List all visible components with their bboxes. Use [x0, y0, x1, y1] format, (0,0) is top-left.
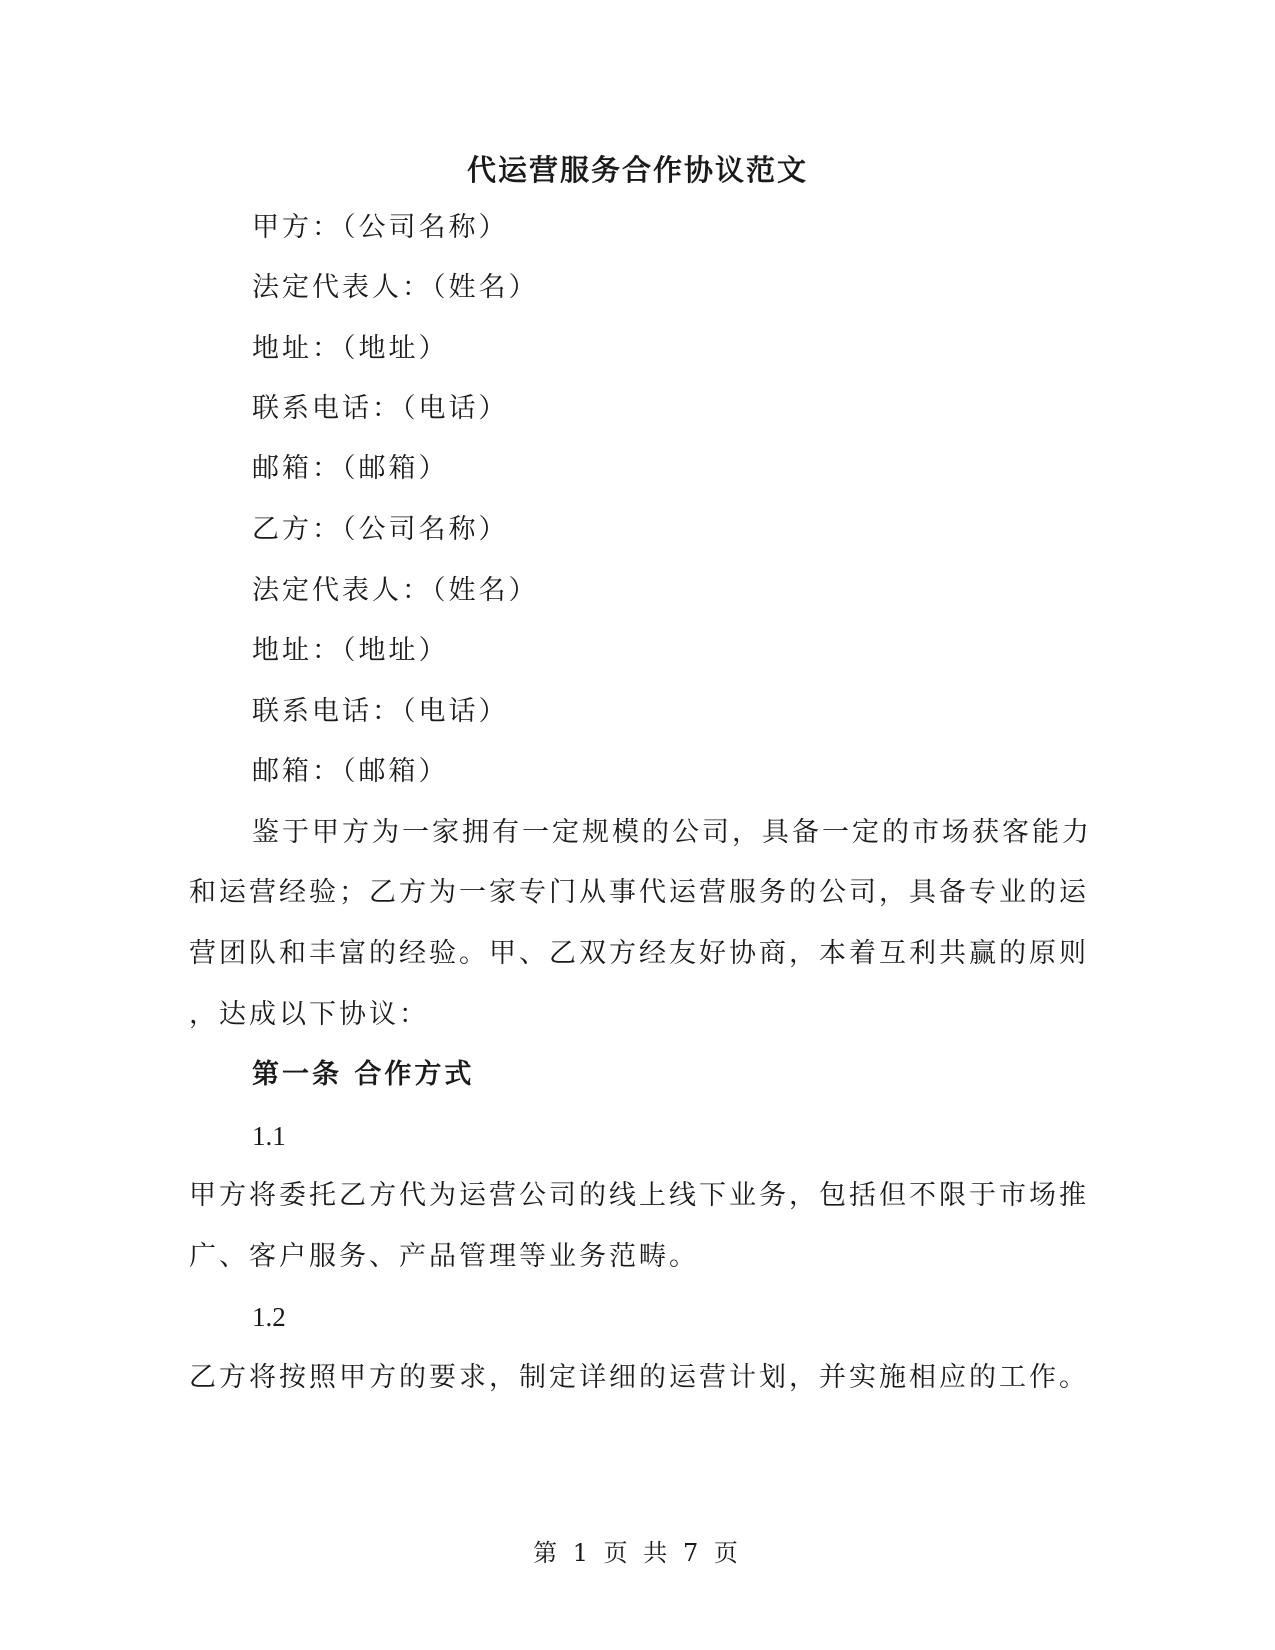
clause-1-1-number: 1.1 — [252, 1121, 286, 1151]
party-b-phone-line: 联系电话：（电话） — [252, 696, 509, 727]
preamble-line: 和运营经验；乙方为一家专门从事代运营服务的公司，具备专业的运 — [189, 877, 1089, 908]
party-b-representative-line: 法定代表人：（姓名） — [252, 575, 539, 606]
clause-1-1-text-line: 广、客户服务、产品管理等业务范畴。 — [189, 1241, 699, 1272]
clause-1-1-text-line: 甲方将委托乙方代为运营公司的线上线下业务，包括但不限于市场推 — [189, 1180, 1089, 1211]
party-b-address-line: 地址：（地址） — [252, 635, 449, 666]
party-b-email-line: 邮箱：（邮箱） — [252, 756, 449, 787]
clause-1-2-number: 1.2 — [252, 1302, 286, 1332]
document-title: 代运营服务合作协议范文 — [466, 153, 808, 187]
party-b-name-line: 乙方：（公司名称） — [252, 514, 509, 545]
party-a-name-line: 甲方：（公司名称） — [252, 212, 509, 243]
article-1-heading: 第一条 合作方式 — [252, 1059, 475, 1090]
preamble-line: 鉴于甲方为一家拥有一定规模的公司，具备一定的市场获客能力 — [252, 817, 1092, 848]
preamble-line: 营团队和丰富的经验。甲、乙双方经友好协商，本着互利共赢的原则 — [189, 938, 1089, 969]
preamble-line: ，达成以下协议： — [189, 999, 429, 1030]
page-number-footer: 第 1 页 共 7 页 — [533, 1539, 742, 1567]
party-a-address-line: 地址：（地址） — [252, 333, 449, 364]
clause-1-2-text-line: 乙方将按照甲方的要求，制定详细的运营计划，并实施相应的工作。 — [189, 1362, 1089, 1393]
party-a-email-line: 邮箱：（邮箱） — [252, 453, 449, 484]
party-a-representative-line: 法定代表人：（姓名） — [252, 272, 539, 303]
party-a-phone-line: 联系电话：（电话） — [252, 393, 509, 424]
